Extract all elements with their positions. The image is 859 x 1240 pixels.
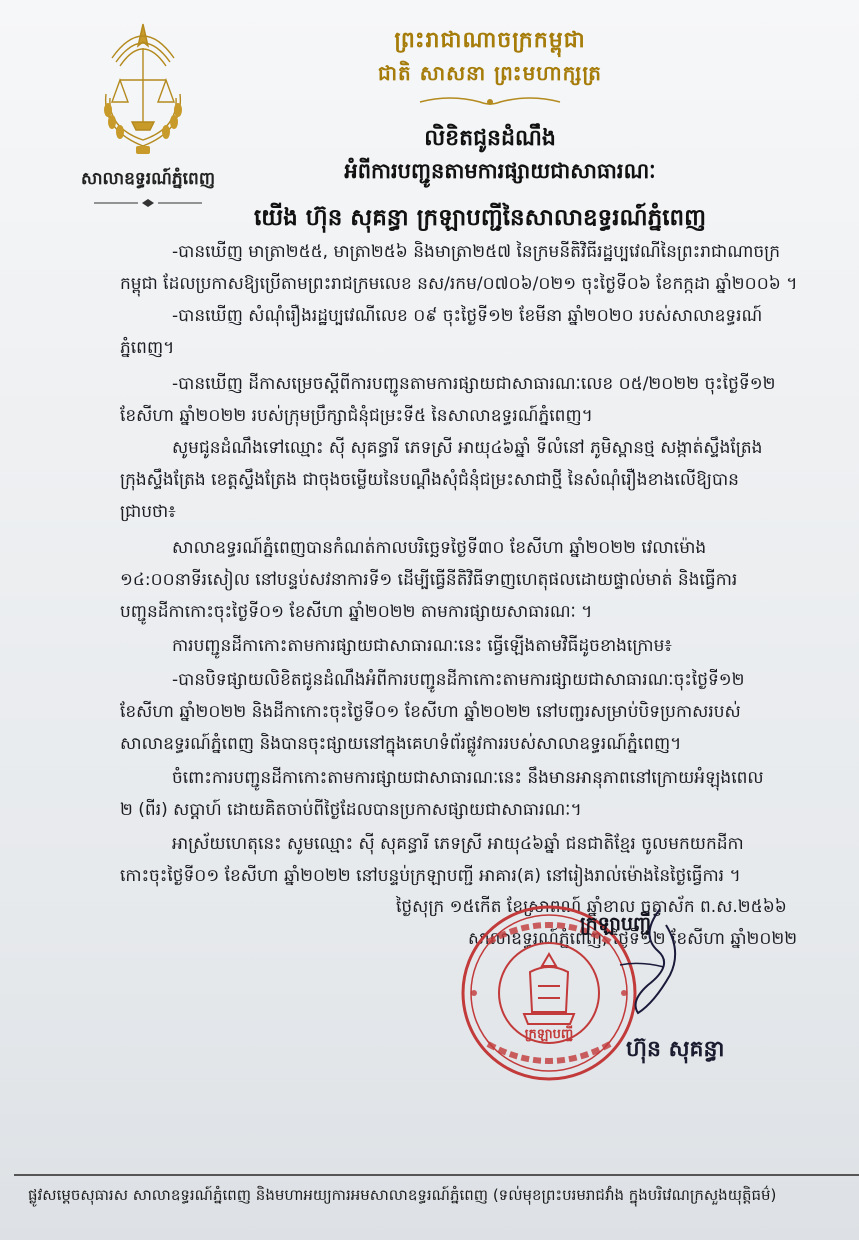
footer-divider [14,1174,859,1176]
national-motto: ជាតិ សាសនា ព្រះមហាក្សត្រ [378,61,602,85]
body-line: ការបញ្ជូនដីកាកោះតាមការផ្សាយជាសាធារណៈនេះ ធ្វើឡើងតាមវិធីដូចខាងក្រោម៖ [172,636,672,656]
body-line: ខែសីហា ឆ្នាំ២០២២ និងដីកាកោះចុះថ្ងៃទី០១ ខែសីហា ឆ្នាំ២០២២ នៅបញ្ជរសម្រាប់បិទប្រកាសរបស់ [120,702,741,722]
document-title: លិខិតជូនដំណឹង [424,126,556,151]
seal-text: ក្រឡាបញ្ជី [524,1027,574,1042]
body-line: សាលាឧទ្ធរណ៍ភ្នំពេញ និងបានចុះផ្សាយនៅក្នុងគេហទំព័រផ្លូវការរបស់សាលាឧទ្ធរណ៍ភ្នំពេញ។ [120,734,682,754]
body-line: ចំពោះការបញ្ជូនដីកាកោះតាមការផ្សាយជាសាធារណៈនេះ នឹងមានអានុភាពនៅក្រោយអំឡុងពេល [172,768,764,788]
kingdom-heading: ព្រះរាជាណាចក្រកម្ពុជា [394,28,586,53]
body-line: ១៤:០០នាទីរសៀល នៅបន្ទប់សវនាការទី១ ដើម្បីធ្វើនីតិវិធីទាញហេតុផលដោយផ្ទាល់មាត់ និងធ្វើការ [120,570,738,590]
body-line: កម្ពុជា ដែលប្រកាសឱ្យប្រើតាមព្រះរាជក្រមលេខ នស/រកម/០៧០៦/០២១ ចុះថ្ងៃទី០៦ ខែកក្កដា ឆ្នាំ២០០៦ ។ [120,274,798,294]
footer-address: ផ្លូវសម្ដេចសុធារស សាលាឧទ្ធរណ៍ភ្នំពេញ និងមហាអយ្យការអមសាលាឧទ្ធរណ៍ភ្នំពេញ (ទល់មុខព្រះបរមរាជវាំង ក្នុងបរិវេណក្រសួងយុត្តិធម៌) [28,1186,777,1204]
signatory-title: ក្រឡាបញ្ជី [580,913,652,935]
body-line: សាលាឧទ្ធរណ៍ភ្នំពេញបានកំណត់កាលបរិច្ឆេទថ្ងៃទី៣០ ខែសីហា ឆ្នាំ២០២២ វេលាម៉ោង [172,538,707,558]
handwritten-signature-icon [600,905,690,1025]
body-line: ខែសីហា ឆ្នាំ២០២២ របស់ក្រុមប្រឹក្សាជំនុំជម្រះទី៥ នៃសាលាឧទ្ធរណ៍ភ្នំពេញ។ [120,406,593,426]
body-line: អាស្រ័យហេតុនេះ សូមឈ្មោះ ស៊ី សុគន្ធារី ភេទស្រី អាយុ៤៦ឆ្នាំ ជនជាតិខ្មែរ ចូលមកយកដីកា [172,834,744,854]
body-line: កោះចុះថ្ងៃទី០១ ខែសីហា ឆ្នាំ២០២២ នៅបន្ទប់ក្រឡាបញ្ជី អាគារ(គ) នៅរៀងរាល់ម៉ោងនៃថ្ងៃធ្វើការ ។ [120,866,741,886]
court-name-label: សាលាឧទ្ធរណ៍ភ្នំពេញ [80,169,216,189]
body-line: -បានបិទផ្សាយលិខិតជូនដំណឹងអំពីការបញ្ជូនដីកាកោះតាមការផ្សាយជាសាធារណៈចុះថ្ងៃទី១២ [172,670,745,690]
body-line: ជ្រាបថា៖ [120,502,176,522]
body-line: ភ្នំពេញ។ [120,338,175,358]
solar-date: សាលាឧទ្ធរណ៍ភ្នំពេញ, ថ្ងៃទី១២ ខែសីហា ឆ្នាំ២០២២ [468,929,798,949]
body-line: -បានឃើញ មាត្រា២៥៥, មាត្រា២៥៦ និងមាត្រា២៥៧ នៃក្រមនីតិវិធីរដ្ឋប្បវេណីនៃព្រះរាជាណាចក្រ [172,242,780,262]
body-line: សូមជូនដំណឹងទៅឈ្មោះ ស៊ី សុគន្ធារី ភេទស្រី អាយុ៤៦ឆ្នាំ ទីលំនៅ ភូមិស្ពានថ្ម សង្កាត់ស្ទឹងត្រែង [172,438,763,458]
document-subtitle: អំពីការបញ្ជូនតាមការផ្សាយជាសាធារណៈ [344,159,656,183]
body-line: ២ (ពីរ) សប្ដាហ៍ ដោយគិតចាប់ពីថ្ងៃដែលបានប្រកាសផ្សាយជាសាធារណៈ។ [120,800,582,820]
body-line: -បានឃើញ ដីកាសម្រេចស្ដីពីការបញ្ជូនតាមការផ្សាយជាសាធារណៈលេខ ០៥/២០២២ ចុះថ្ងៃទី១២ [172,374,776,394]
lunar-date: ថ្ងៃសុក្រ ១៥កើត ខែស្រាពណ៍ ឆ្នាំខាល ចត្វាស័ក ព.ស.២៥៦៦ [396,897,787,917]
body-line: បញ្ជូនដីកាកោះចុះថ្ងៃទី០១ ខែសីហា ឆ្នាំ២០២២ តាមការផ្សាយសាធារណៈ ។ [120,602,593,622]
body-line: -បានឃើញ សំណុំរឿងរដ្ឋប្បវេណីលេខ ០៩ ចុះថ្ងៃទី១២ ខែមីនា ឆ្នាំ២០២០ របស់សាលាឧទ្ធរណ៍ [172,306,763,326]
body-line: ក្រុងស្ទឹងត្រែង ខេត្តស្ទឹងត្រែង ជាចុងចម្លើយនៃបណ្ដឹងសុំជំនុំជម្រះសាជាថ្មី នៃសំណុំរឿងខាងលើឱ្យបាន [120,470,739,490]
motto-ornament-icon [410,94,570,110]
signatory-name: ហ៊ុន សុគន្ធា [626,1037,725,1062]
document-author-line: យើង ហ៊ុន សុគន្ធា ក្រឡាបញ្ជីនៃសាលាឧទ្ធរណ៍ភ្នំពេញ [253,205,706,231]
court-scales-emblem-icon [92,18,194,160]
